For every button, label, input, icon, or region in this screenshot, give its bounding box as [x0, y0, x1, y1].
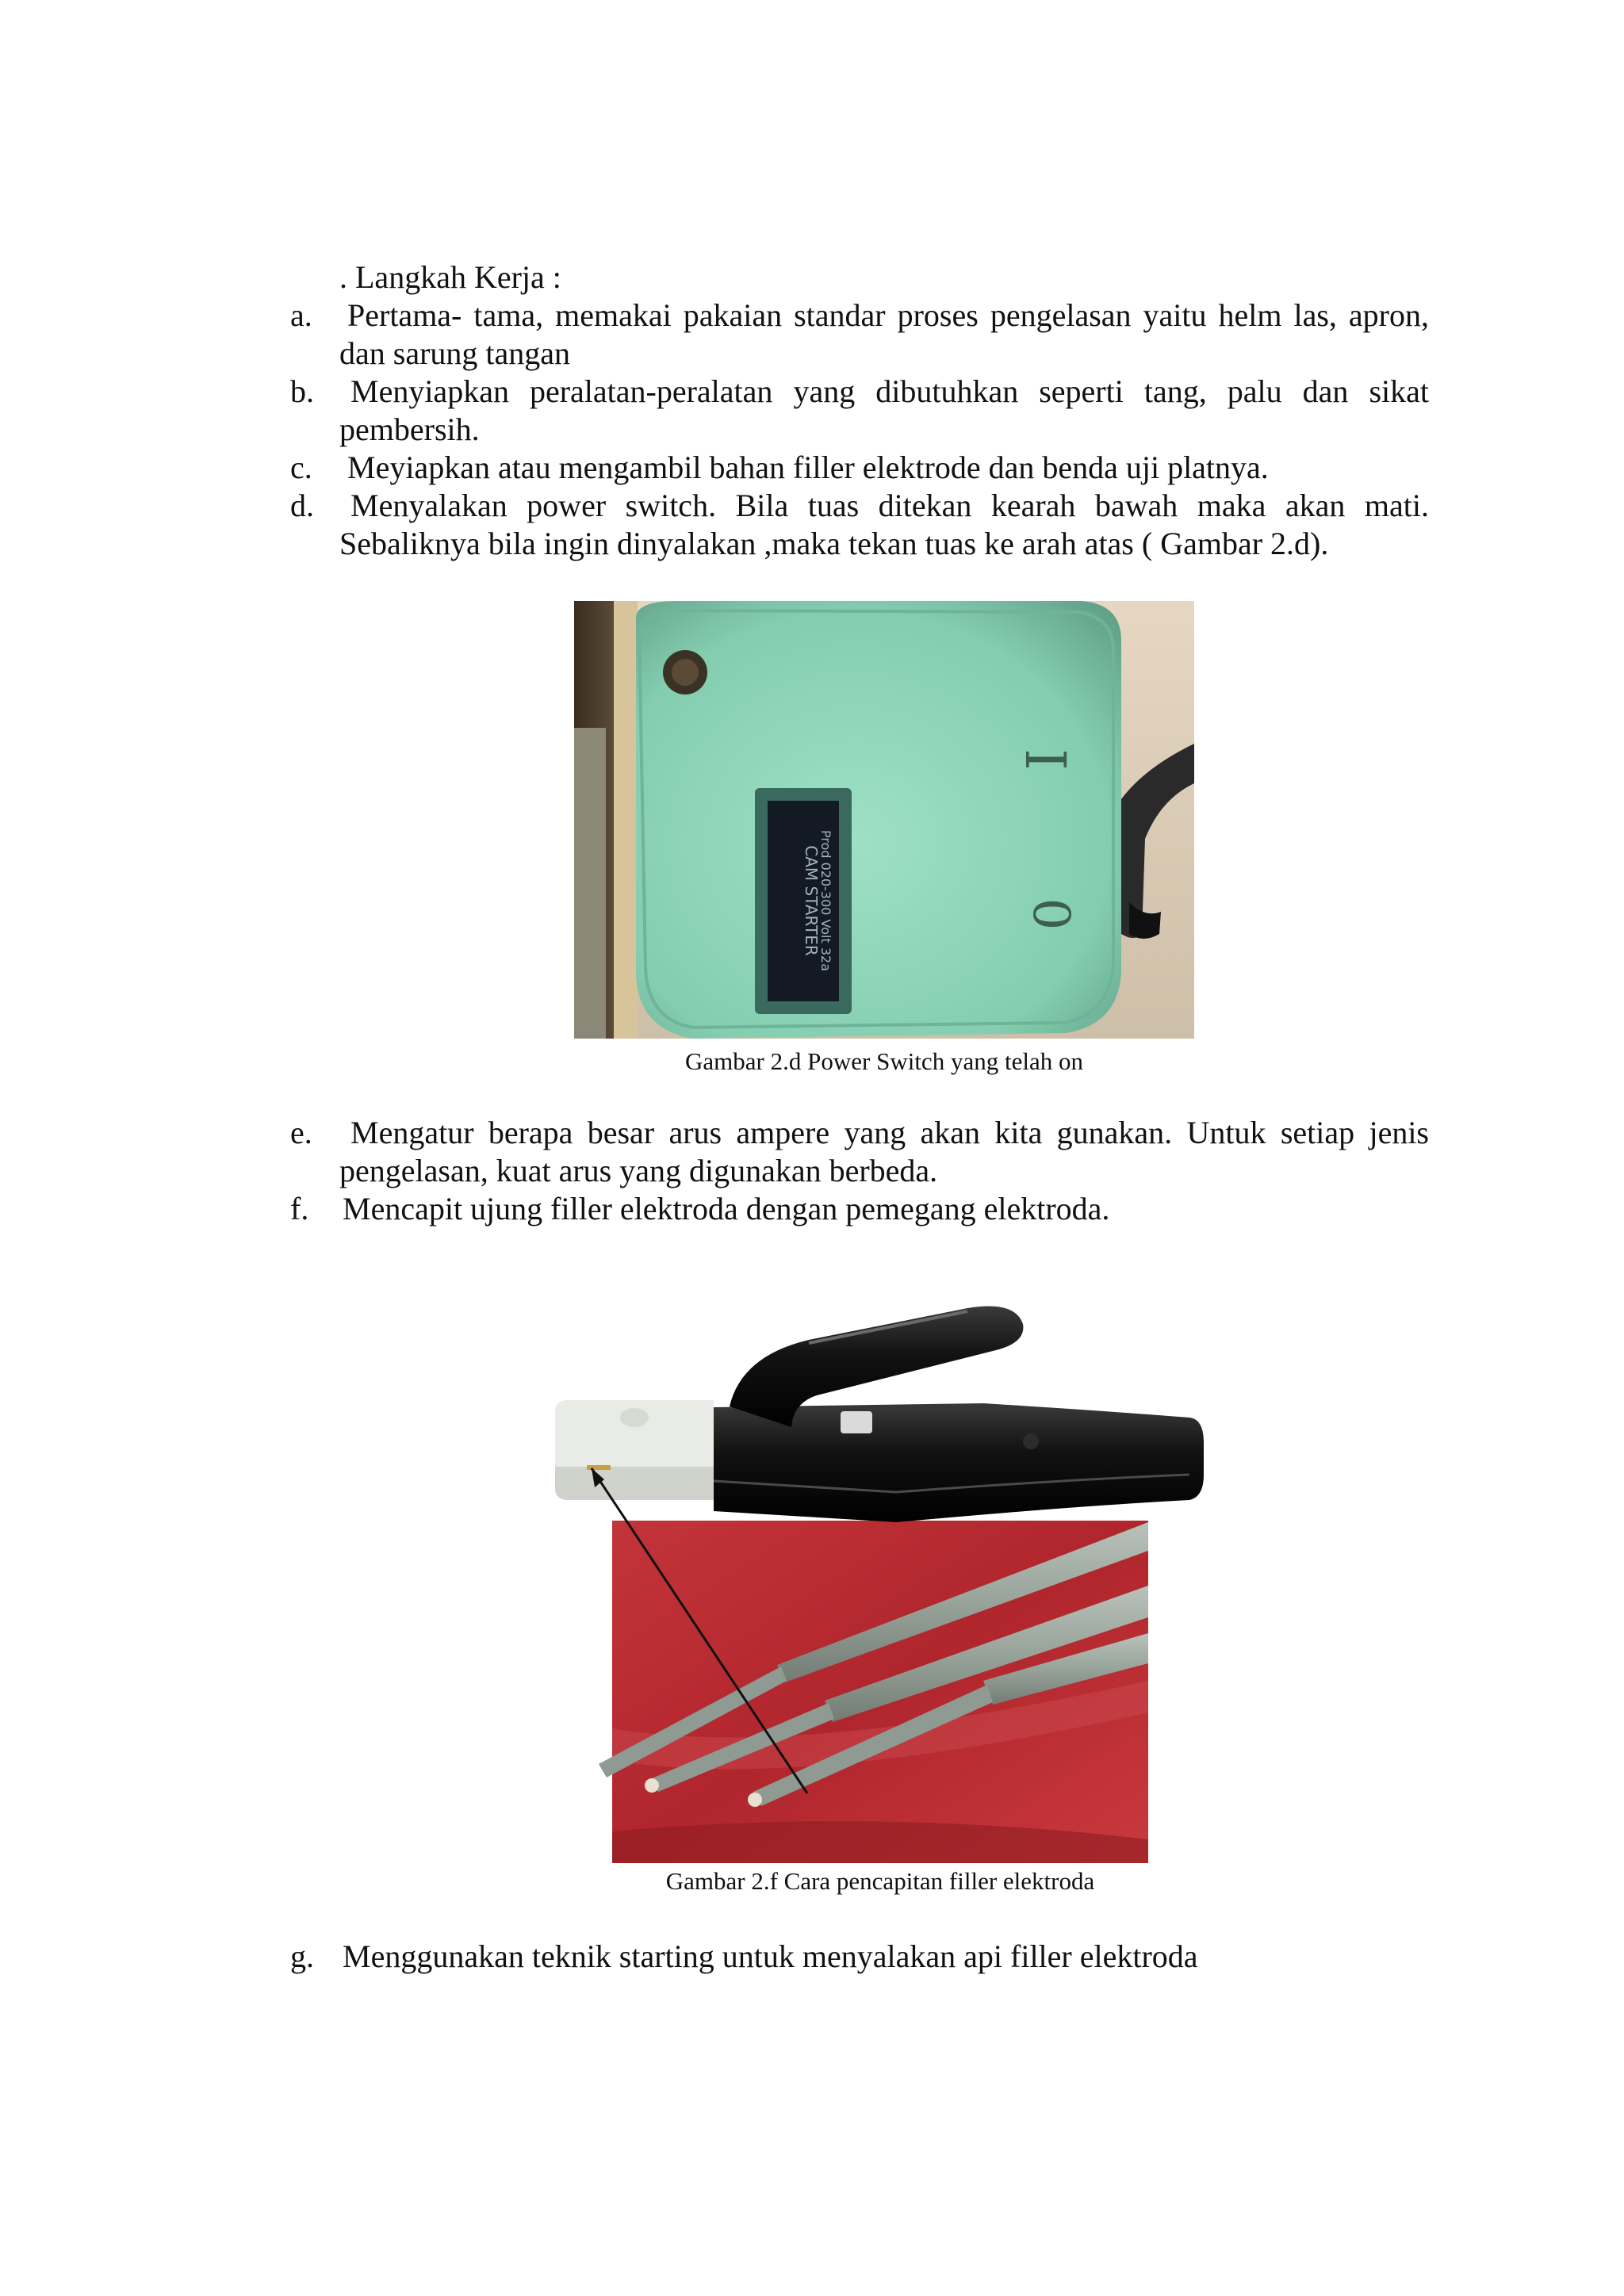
- step-f-line1: Mencapit ujung filler elektroda dengan pemegang elektroda.: [343, 1191, 1110, 1226]
- step-a-marker: a.: [290, 297, 312, 333]
- step-e-marker: e.: [290, 1115, 312, 1150]
- step-a-line2: dan sarung tangan: [339, 335, 571, 371]
- step-f-marker: f.: [290, 1191, 309, 1226]
- figure-2d-caption: Gambar 2.d Power Switch yang telah on: [685, 1047, 1083, 1075]
- step-b-line2: pembersih.: [339, 411, 480, 447]
- svg-text:CAM STARTER: CAM STARTER: [802, 845, 821, 956]
- step-b-line1: Menyiapkan peralatan-peralatan yang dibutuhkan seperti tang, palu dan sikat: [350, 373, 1429, 409]
- electrode-illustration: [555, 1284, 1205, 1871]
- power-switch-illustration: [574, 601, 1194, 1039]
- step-d-line2: Sebaliknya bila ingin dinyalakan ,maka tekan tuas ke arah atas ( Gambar 2.d).: [339, 526, 1329, 561]
- step-g-marker: g.: [290, 1938, 314, 1974]
- step-d-line1: Menyalakan power switch. Bila tuas ditekan kearah bawah maka akan mati.: [350, 488, 1429, 523]
- step-c-line1: Meyiapkan atau mengambil bahan filler elektrode dan benda uji platnya.: [347, 450, 1269, 485]
- step-a-line1: Pertama- tama, memakai pakaian standar proses pengelasan yaitu helm las, apron,: [347, 297, 1429, 333]
- switch-mark-on: I: [1013, 748, 1078, 771]
- step-g-line1: Menggunakan teknik starting untuk menyalakan api filler elektroda: [343, 1938, 1198, 1974]
- figure-2f-caption: Gambar 2.f Cara pencapitan filler elektroda: [665, 1867, 1095, 1895]
- switch-mark-off: 0: [1021, 897, 1080, 931]
- svg-text:Prod 020-300 Volt 32a: Prod 020-300 Volt 32a: [818, 829, 833, 972]
- step-d-marker: d.: [290, 488, 314, 523]
- power-switch-photo: [574, 601, 1194, 1039]
- step-c-marker: c.: [290, 450, 312, 485]
- step-e-line2: pengelasan, kuat arus yang digunakan berbeda.: [339, 1153, 938, 1188]
- step-e-line1: Mengatur berapa besar arus ampere yang akan kita gunakan. Untuk setiap jenis: [350, 1115, 1429, 1150]
- section-heading: . Langkah Kerja :: [339, 259, 561, 295]
- electrode-holder-photo: [555, 1284, 1205, 1871]
- step-b-marker: b.: [290, 373, 314, 409]
